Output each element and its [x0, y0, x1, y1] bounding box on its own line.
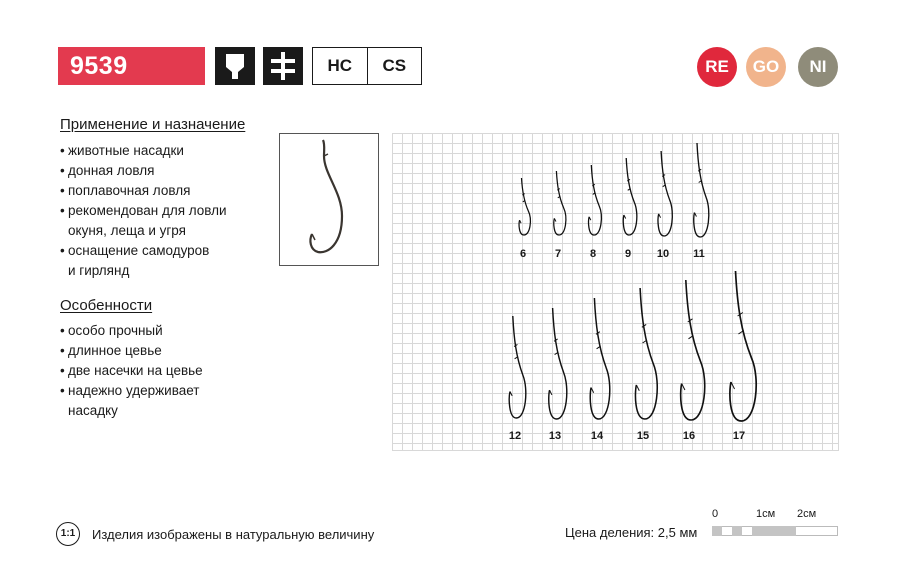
shank-barbs-icon [263, 47, 303, 85]
hook-size-14 [590, 298, 610, 419]
coating-ni-badge: NI [798, 47, 838, 87]
list-item: • животные насадки [60, 141, 227, 161]
size-label-12: 12 [508, 430, 522, 442]
list-item: • длинное цевье [60, 341, 203, 361]
hook-size-13 [549, 308, 567, 419]
size-label-8: 8 [589, 248, 597, 260]
size-label-13: 13 [548, 430, 562, 442]
list-item: • надежно удерживает [60, 381, 203, 401]
code-hc: HC [327, 56, 353, 75]
size-label-9: 9 [624, 248, 632, 260]
list-item-continuation: насадку [68, 403, 118, 418]
list-item: • поплавочная ловля [60, 181, 227, 201]
hook-size-drawings [392, 133, 839, 451]
hook-codes [312, 47, 422, 85]
list-item: • донная ловля [60, 161, 227, 181]
hook-size-8 [589, 165, 602, 235]
size-label-17: 17 [732, 430, 746, 442]
hook-size-10 [658, 151, 672, 236]
size-label-6: 6 [519, 248, 527, 260]
ruler-label-1: 1см [756, 508, 776, 520]
size-label-11: 11 [693, 248, 705, 260]
list-item: • две насечки на цевье [60, 361, 203, 381]
list-item: • особо прочный [60, 321, 203, 341]
size-label-14: 14 [590, 430, 604, 442]
hook-size-11 [694, 143, 709, 237]
size-label-15: 15 [636, 430, 650, 442]
features-title: Особенности [60, 297, 153, 314]
list-item: • рекомендован для ловли [60, 201, 227, 221]
eye-type-icon [215, 47, 255, 85]
hook-size-16 [681, 280, 705, 420]
size-chart-grid [392, 133, 839, 451]
coating-re-badge: RE [697, 47, 737, 87]
size-label-10: 10 [656, 248, 670, 260]
hook-size-15 [635, 288, 657, 419]
hook-size-9 [623, 158, 637, 235]
scale-ruler [712, 526, 838, 536]
hook-size-17 [730, 271, 756, 421]
application-title: Применение и назначение [60, 116, 246, 133]
hook-size-6 [519, 178, 530, 235]
scale-badge: 1:1 [56, 522, 80, 546]
size-label-7: 7 [554, 248, 562, 260]
application-list [60, 141, 227, 281]
hook-size-7 [554, 171, 566, 235]
list-item-continuation: окуня, леща и угря [68, 223, 186, 238]
scale-note-text: Изделия изображены в натуральную величину [92, 526, 375, 542]
division-value: Цена деления: 2,5 мм [565, 525, 698, 540]
scale-note [56, 522, 374, 546]
features-list [60, 321, 203, 421]
list-item: • оснащение самодуров [60, 241, 227, 261]
hook-size-12 [509, 316, 526, 418]
ruler-label-2: 2см [797, 508, 817, 520]
coating-go-badge: GO [746, 47, 786, 87]
ruler-label-0: 0 [712, 508, 719, 520]
list-item-continuation: и гирлянд [68, 263, 130, 278]
model-number: 9539 [58, 47, 205, 85]
size-label-16: 16 [682, 430, 696, 442]
hook-photo [279, 133, 379, 266]
code-cs: CS [367, 48, 422, 84]
